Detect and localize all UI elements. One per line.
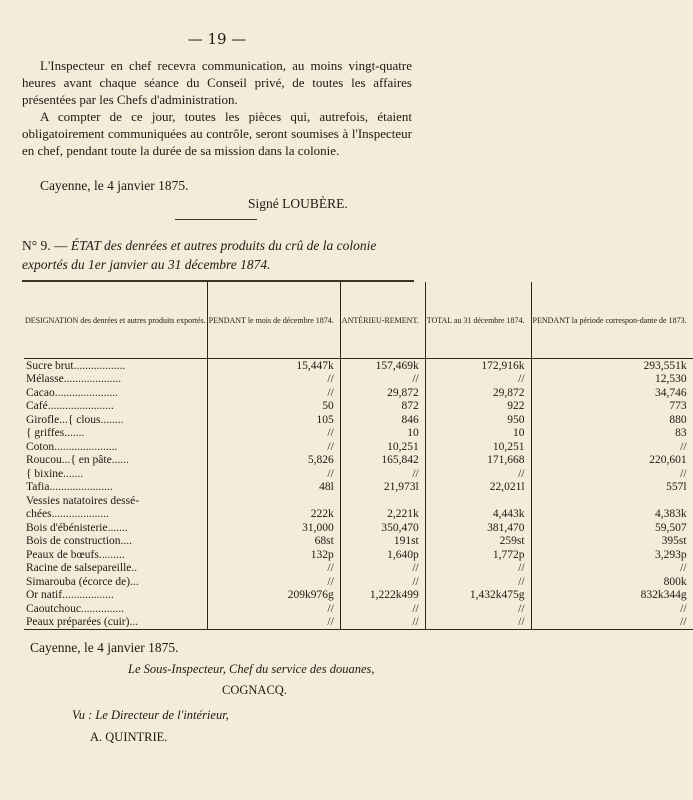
row-label: Tafia...................... [26, 481, 113, 494]
row-value: // [531, 602, 693, 616]
row-value: 59,507 [531, 521, 693, 535]
page-number: — 19 — [187, 30, 247, 48]
row-value [340, 494, 425, 508]
row-value [531, 494, 693, 508]
table-row [24, 386, 693, 400]
row-label: Coton...................... [26, 440, 118, 453]
separator-rule [175, 219, 257, 220]
row-value: // [207, 467, 340, 481]
signer-title: Le Sous-Inspecteur, Chef du service des douanes, [128, 662, 375, 676]
row-value: 29,872 [340, 386, 425, 400]
row-label: Girofle...{ clous........ [26, 413, 124, 426]
row-value: 293,551k [531, 359, 693, 373]
row-value: 381,470 [425, 521, 531, 535]
row-label: Sucre brut.................. [26, 359, 126, 372]
column-header: PENDANT le mois de décembre 1874. [207, 282, 340, 359]
row-label: Peaux de bœufs......... [26, 548, 125, 561]
row-label: Bois de construction.... [26, 535, 133, 548]
row-value: // [207, 427, 340, 441]
date-line-2: Cayenne, le 4 janvier 1875. [30, 640, 179, 655]
table-row [24, 535, 693, 549]
row-value: 31,000 [207, 521, 340, 535]
table-row [24, 589, 693, 603]
row-value: // [425, 602, 531, 616]
row-value: 191st [340, 535, 425, 549]
paragraph-1: L'Inspecteur en chef recevra communication, au moins vingt-quatre heures avant chaque séance du Conseil privé, de toutes les affaires présentées par les Chefs d'administration. [22, 58, 412, 107]
table-row [24, 575, 693, 589]
row-value: // [207, 440, 340, 454]
date-line-1: Cayenne, le 4 janvier 1875. [40, 178, 189, 193]
row-value: 10 [425, 427, 531, 441]
row-value: 922 [425, 400, 531, 414]
row-label: Racine de salsepareille.. [26, 562, 138, 575]
row-value: // [207, 386, 340, 400]
row-value: 259st [425, 535, 531, 549]
row-value: // [425, 467, 531, 481]
row-value: 34,746 [531, 386, 693, 400]
signature-1: Signé LOUBÈRE. [248, 196, 348, 211]
row-value: 21,973l [340, 481, 425, 495]
row-label: Mélasse.................... [26, 373, 122, 386]
table-row [24, 602, 693, 616]
row-value: 132p [207, 548, 340, 562]
table-row [24, 548, 693, 562]
row-value [425, 494, 531, 508]
row-label: Caoutchouc............... [26, 602, 125, 615]
vu-name: A. QUINTRIE. [90, 730, 168, 744]
row-label: Cacao...................... [26, 386, 118, 399]
row-value: 350,470 [340, 521, 425, 535]
row-value: // [207, 575, 340, 589]
row-value: 557l [531, 481, 693, 495]
table-row [24, 467, 693, 481]
row-value: 83 [531, 427, 693, 441]
row-value: // [340, 575, 425, 589]
row-value: 222k [207, 508, 340, 522]
table-row [24, 481, 693, 495]
row-label: { griffes....... [26, 427, 85, 440]
table-row [24, 562, 693, 576]
row-value: 950 [425, 413, 531, 427]
row-label: chées.................... [26, 508, 110, 521]
row-value: 880 [531, 413, 693, 427]
row-value: 773 [531, 400, 693, 414]
table-row [24, 521, 693, 535]
row-label: Peaux préparées (cuir)... [26, 616, 139, 629]
row-value: // [425, 575, 531, 589]
row-value: 10,251 [425, 440, 531, 454]
column-header: DESIGNATION des denrées et autres produits exportés. [24, 282, 207, 359]
row-value: 800k [531, 575, 693, 589]
row-value: 1,772p [425, 548, 531, 562]
row-value: 220,601 [531, 454, 693, 468]
row-value: 4,383k [531, 508, 693, 522]
exports-table [24, 282, 693, 630]
row-value: // [340, 616, 425, 630]
row-value: // [531, 440, 693, 454]
row-value: 105 [207, 413, 340, 427]
table-header-row [24, 282, 693, 359]
row-label: Or natif.................. [26, 589, 114, 602]
row-value: 2,221k [340, 508, 425, 522]
row-value: 1,222k499 [340, 589, 425, 603]
row-value: 157,469k [340, 359, 425, 373]
row-value: 48l [207, 481, 340, 495]
row-label: Café....................... [26, 400, 114, 413]
table-row [24, 413, 693, 427]
row-value: 171,668 [425, 454, 531, 468]
row-value: // [425, 562, 531, 576]
row-value: // [531, 467, 693, 481]
row-value: 22,021l [425, 481, 531, 495]
vu-label: Vu : Le Directeur de l'intérieur, [72, 708, 229, 722]
title-prefix: N° 9. — [22, 238, 71, 253]
column-header: TOTAL au 31 décembre 1874. [425, 282, 531, 359]
row-value: // [207, 373, 340, 387]
row-value: 3,293p [531, 548, 693, 562]
row-value: 395st [531, 535, 693, 549]
row-value: // [340, 602, 425, 616]
table-row [24, 359, 693, 373]
row-value: 29,872 [425, 386, 531, 400]
table-row [24, 400, 693, 414]
row-value: 872 [340, 400, 425, 414]
row-value: 15,447k [207, 359, 340, 373]
table-row [24, 440, 693, 454]
table-row [24, 373, 693, 387]
row-label: Vessies natatoires dessé- [26, 494, 140, 507]
row-value: // [425, 373, 531, 387]
row-value: 4,443k [425, 508, 531, 522]
row-value: 1,640p [340, 548, 425, 562]
column-header: PENDANT la période correspon-dante de 1873. [531, 282, 693, 359]
row-value: 209k976g [207, 589, 340, 603]
table-row [24, 616, 693, 630]
row-value: // [207, 602, 340, 616]
row-value: // [340, 562, 425, 576]
row-value: 832k344g [531, 589, 693, 603]
row-value: // [340, 467, 425, 481]
row-label: { bixine....... [26, 467, 84, 480]
row-label: Simarouba (écorce de)... [26, 575, 139, 588]
row-value: 68st [207, 535, 340, 549]
row-value: // [531, 616, 693, 630]
title-text: ÉTAT des denrées et autres produits du crû de la colonie exportés du 1er janvier au 31 décembre 1874. [22, 238, 377, 272]
row-value: 10,251 [340, 440, 425, 454]
row-value: 1,432k475g [425, 589, 531, 603]
row-value: 172,916k [425, 359, 531, 373]
row-value: 50 [207, 400, 340, 414]
row-value: 5,826 [207, 454, 340, 468]
table-row [24, 494, 693, 508]
paragraph-2: A compter de ce jour, toutes les pièces qui, autrefois, étaient obligatoirement communiquées au contrôle, seront soumises à l'Inspecteur en chef, pendant toute la durée de sa mission dans la colonie. [22, 109, 412, 158]
table-row [24, 427, 693, 441]
row-value: 12,530 [531, 373, 693, 387]
row-label: Roucou...{ en pâte...... [26, 454, 129, 467]
signer-name: COGNACQ. [222, 683, 287, 697]
row-value: // [531, 562, 693, 576]
table-title [22, 236, 414, 274]
row-value: 10 [340, 427, 425, 441]
row-value [207, 494, 340, 508]
row-value: 165,842 [340, 454, 425, 468]
row-value: // [207, 562, 340, 576]
table-row [24, 454, 693, 468]
table-row [24, 508, 693, 522]
row-value: // [340, 373, 425, 387]
row-value: // [207, 616, 340, 630]
row-value: 846 [340, 413, 425, 427]
row-value: // [425, 616, 531, 630]
column-header: ANTÉRIEU-REMENT. [340, 282, 425, 359]
row-label: Bois d'ébénisterie....... [26, 521, 128, 534]
